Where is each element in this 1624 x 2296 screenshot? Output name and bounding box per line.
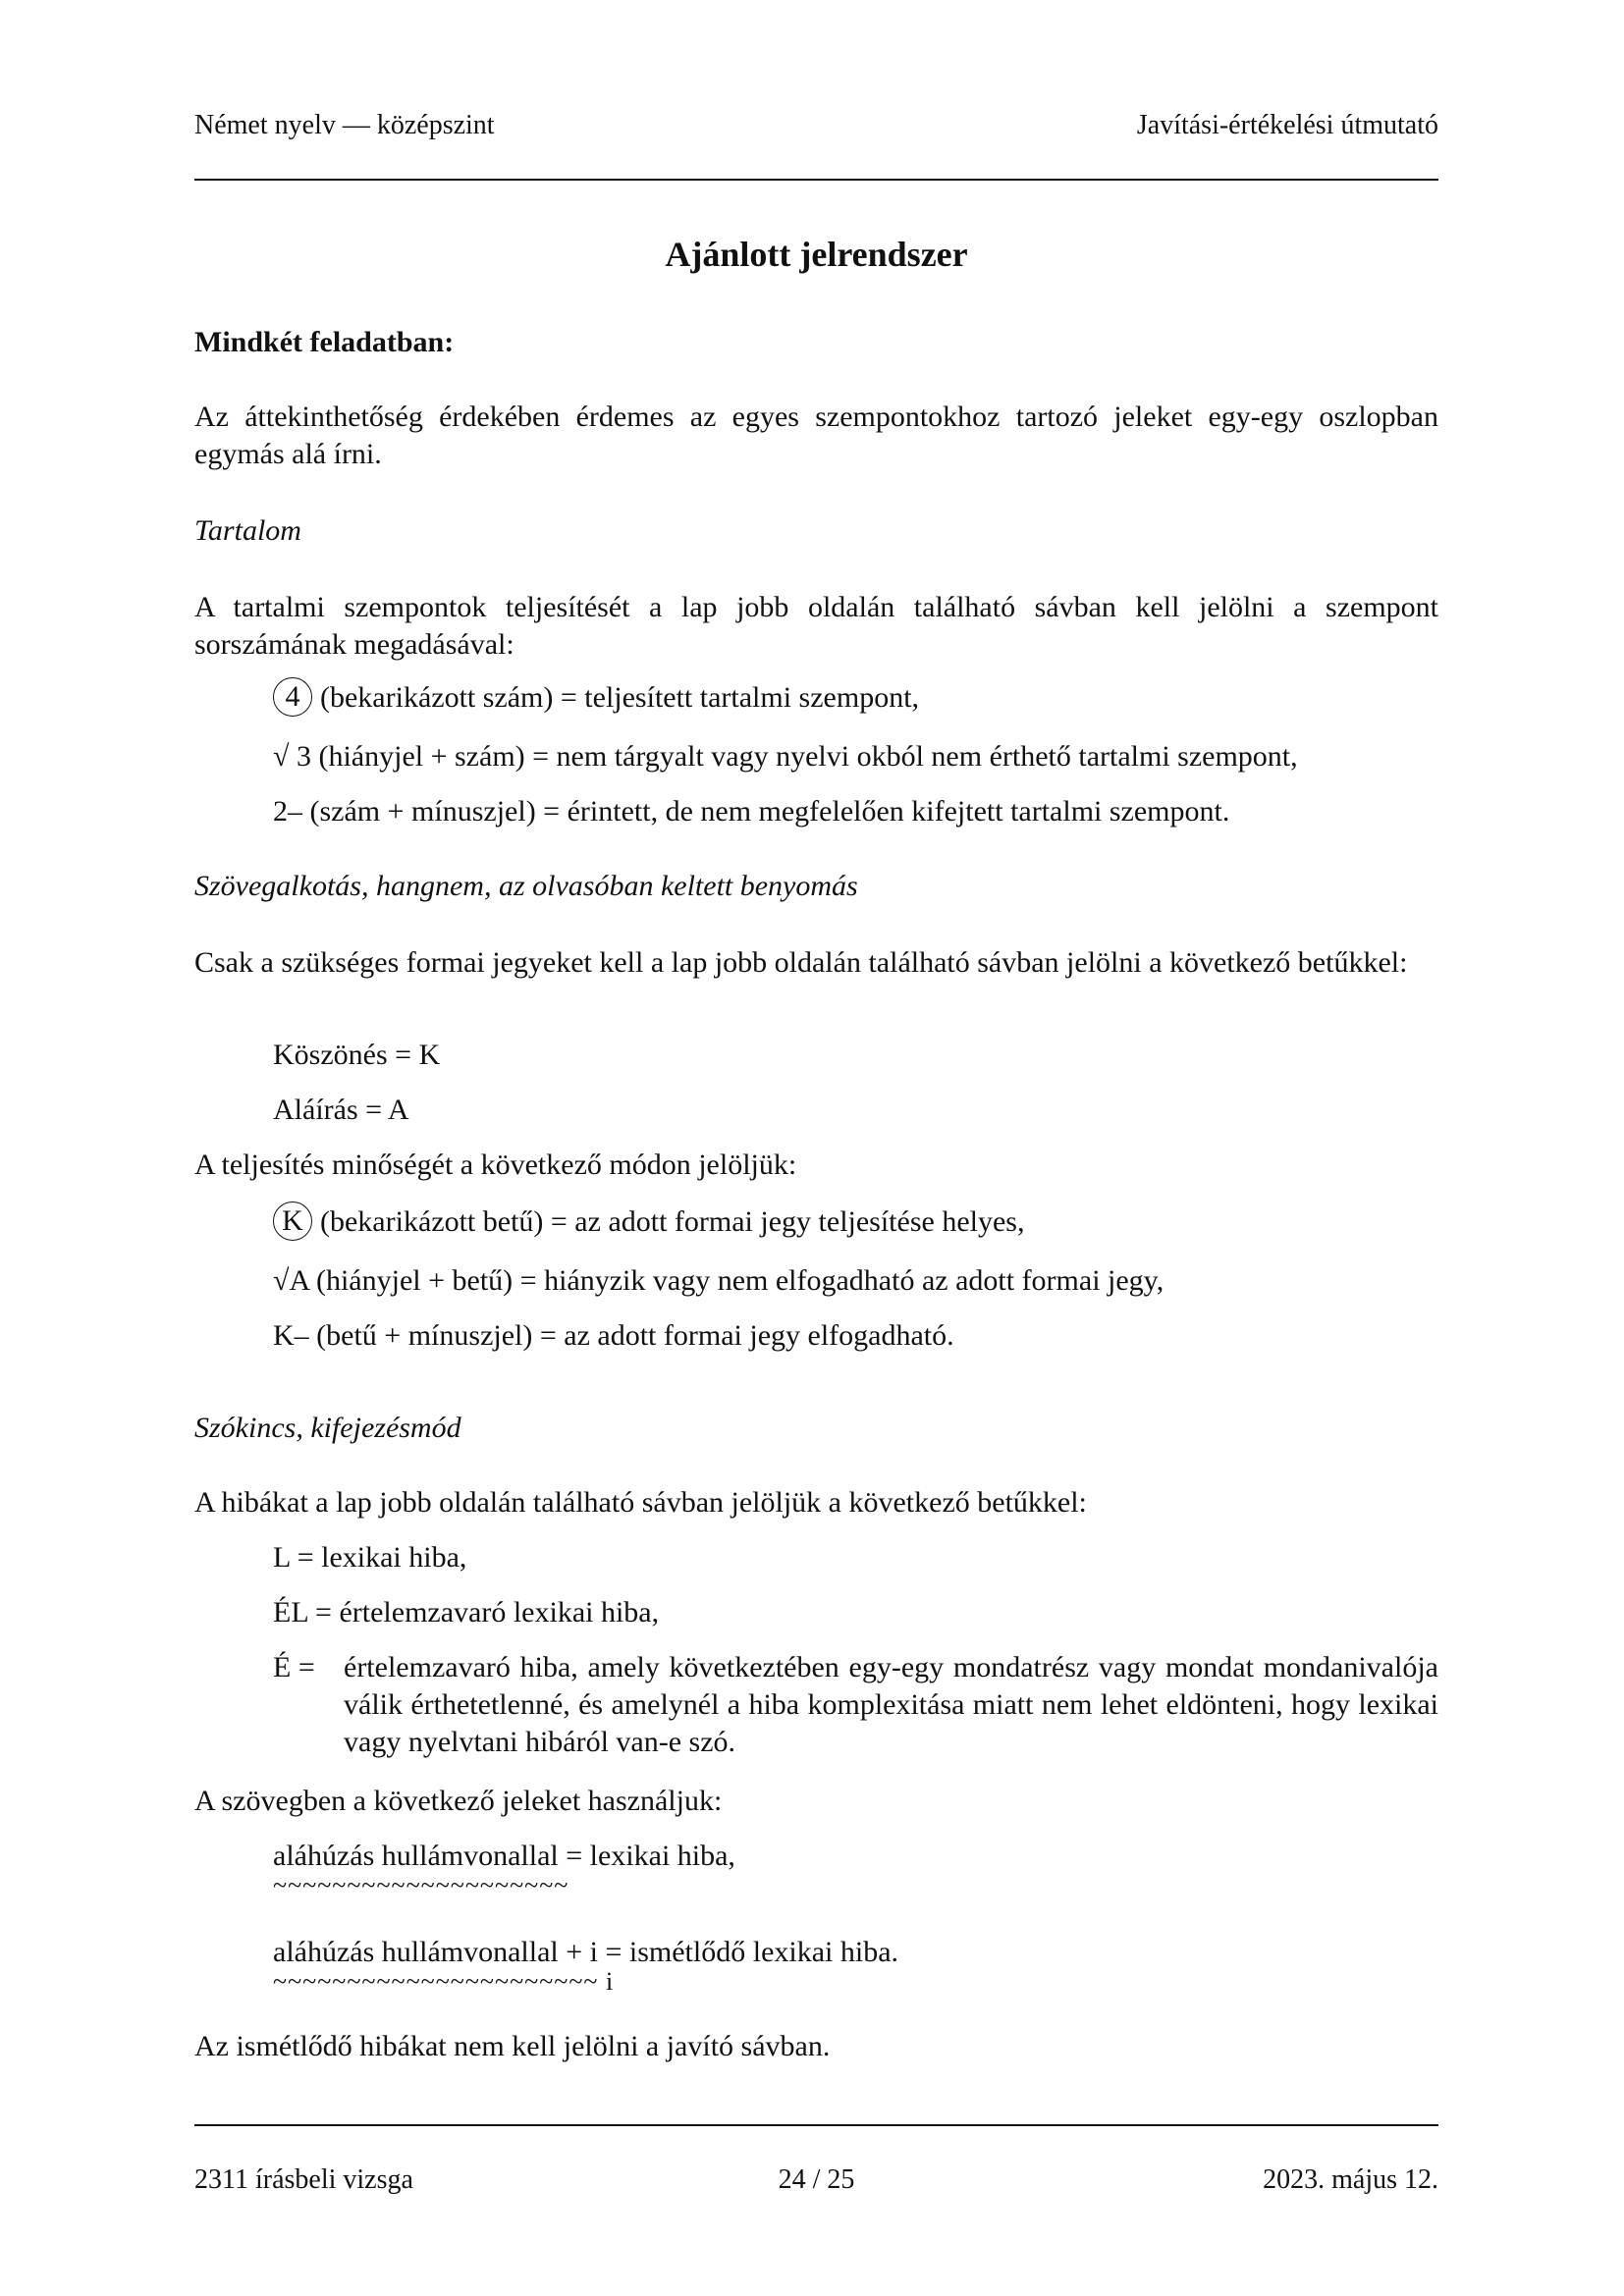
page-title: Ajánlott jelrendszer (665, 235, 968, 274)
footer-date: 2023. május 12. (1263, 2164, 1438, 2195)
e-key: É = (273, 1651, 315, 1683)
content-item-circled (273, 679, 1438, 720)
quality-item-acceptable: K– (betű + mínuszjel) = az adott formai jegy elfogadható. (273, 1319, 954, 1352)
vocab-item-lexical: L = lexikai hiba, (273, 1541, 467, 1574)
wavy-line-sample: ~~~~~~~~~~~~~~~~~~~~ (273, 1871, 569, 1899)
intro-paragraph: Az áttekinthetőség érdekében érdemes az egyes szempontokhoz tartozó jeleket egy-egy oszlopban egymás alá írni. (194, 400, 1438, 470)
footer-exam-id: 2311 írásbeli vizsga (194, 2164, 413, 2195)
sign-wavy-underline: aláhúzás hullámvonallal = lexikai hiba, (273, 1840, 735, 1872)
quality-item-circled (273, 1203, 1438, 1244)
header-rule (194, 179, 1438, 181)
footer-page-number: 24 / 25 (778, 2164, 855, 2195)
header-doc-type: Javítási-értékelési útmutató (1136, 110, 1438, 140)
header-subject: Német nyelv — középszint (194, 110, 495, 140)
vocab-item-meaning-lexical: ÉL = értelemzavaró lexikai hiba, (273, 1596, 660, 1629)
circled-letter-mark: K (273, 1201, 312, 1241)
vocabulary-paragraph: A hibákat a lap jobb oldalán található sávban jelöljük a következő betűkkel: (194, 1486, 1087, 1519)
vocab-item-meaning-error (273, 1649, 1438, 1761)
e-description: értelemzavaró hiba, amely következtében egy-egy mondatrész vagy mondat mondanivalója válik érthetetlenné, és amelynél a hiba komplexitása miatt nem lehet eldönteni, hogy lexikai vagy nyelvtani hibáról van-e szó. (344, 1651, 1438, 1758)
content-item-missing: √ 3 (hiányjel + szám) = nem tárgyalt vagy nyelvi okból nem érthető tartalmi szempont, (273, 740, 1298, 773)
circled-number-mark: 4 (273, 677, 312, 717)
content-item-partial: 2– (szám + mínuszjel) = érintett, de nem megfelelően kifejtett tartalmi szempont. (273, 795, 1230, 828)
letter-signature: Aláírás = A (273, 1094, 409, 1126)
text-creation-paragraph: Csak a szükséges formai jegyeket kell a lap jobb oldalán található sávban jelölni a következő betűkkel: (194, 946, 1408, 979)
footer-rule (194, 2124, 1438, 2126)
wavy-line-repeated-sample: ~~~~~~~~~~~~~~~~~~~~~~ i (273, 1967, 615, 1996)
content-heading: Tartalom (194, 514, 301, 547)
letter-greeting: Köszönés = K (273, 1039, 441, 1071)
content-paragraph: A tartalmi szempontok teljesítését a lap jobb oldalán található sávban kell jelölni a szempont sorszámának megadásával: (194, 591, 1438, 661)
vocabulary-heading: Szókincs, kifejezésmód (194, 1412, 461, 1444)
text-creation-heading: Szövegalkotás, hangnem, az olvasóban keltett benyomás (194, 870, 858, 902)
both-tasks-heading: Mindkét feladatban: (194, 326, 455, 358)
signs-paragraph: A szövegben a következő jeleket használjuk: (194, 1785, 723, 1817)
final-note: Az ismétlődő hibákat nem kell jelölni a javító sávban. (194, 2030, 831, 2062)
sign-wavy-underline-repeated: aláhúzás hullámvonallal + i = ismétlődő lexikai hiba. (273, 1936, 899, 1968)
content-item-text: (bekarikázott szám) = teljesített tartalmi szempont, (320, 681, 920, 714)
quality-item-missing: √A (hiányjel + betű) = hiányzik vagy nem elfogadható az adott formai jegy, (273, 1264, 1164, 1297)
quality-item-text: (bekarikázott betű) = az adott formai jegy teljesítése helyes, (320, 1205, 1025, 1238)
quality-paragraph: A teljesítés minőségét a következő módon jelöljük: (194, 1148, 797, 1181)
